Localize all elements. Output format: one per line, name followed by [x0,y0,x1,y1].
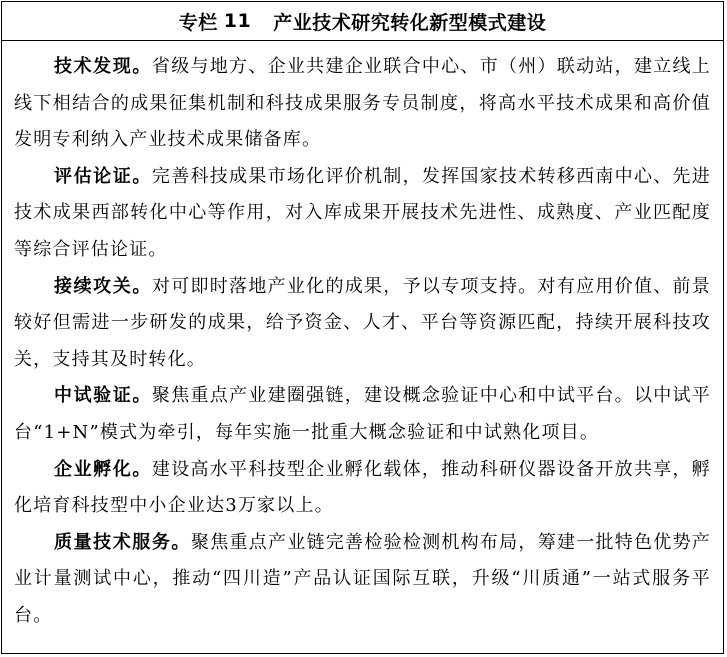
paragraph-text: 聚焦重点产业建圈强链，建设概念验证中心和中试平台。以中试平台“1+N”模式为牵引，每年实施一批重大概念验证和中试熟化项目。 [14,385,712,443]
paragraph-text: 对可即时落地产业化的成果，予以专项支持。对有应用价值、前景较好但需进一步研发的成果，给予资金、人才、平台等资源匹配，持续开展科技攻关，支持其及时转化。 [14,275,712,370]
paragraph-text: 完善科技成果市场化评价机制，发挥国家技术转移西南中心、先进技术成果西部转化中心等作用，对入库成果开展技术先进性、成熟度、产业匹配度等综合评估论证。 [14,165,712,260]
paragraph-text: 聚焦重点产业链完善检验检测机构布局，筹建一批特色优势产业计量测试中心，推动“四川造”产品认证国际互联，升级“川质通”一站式服务平台。 [14,531,711,626]
paragraph-enterprise-incubation [14,452,711,525]
paragraph-pilot-verification [14,378,711,451]
paragraph-evaluation [14,159,711,269]
paragraph-lead: 技术发现。 [54,56,152,77]
paragraph-quality-services [14,525,711,635]
column-label: 专栏 [178,11,218,34]
paragraph-lead: 质量技术服务。 [54,531,191,553]
column-number: 11 [223,10,252,32]
paragraph-text: 省级与地方、企业共建企业联合中心、市（州）联动站，建立线上线下相结合的成果征集机制和科技成果服务专员制度，将高水平技术成果和高价值发明专利纳入产业技术成果储备库。 [14,56,712,151]
paragraph-lead: 中试验证。 [54,385,152,407]
paragraph-lead: 接续攻关。 [54,275,152,297]
paragraph-lead: 评估论证。 [54,165,152,187]
paragraph-technology-discovery [14,49,711,159]
column-box [1,1,724,654]
paragraph-text: 建设高水平科技型企业孵化载体，推动科研仪器设备开放共享，孵化培育科技型中小企业达3万家以上。 [14,458,712,517]
paragraph-lead: 企业孵化。 [54,458,152,480]
column-header [2,2,723,41]
paragraph-continued-research [14,269,711,379]
column-content [2,41,723,635]
column-title: 产业技术研究转化新型模式建设 [273,11,547,34]
